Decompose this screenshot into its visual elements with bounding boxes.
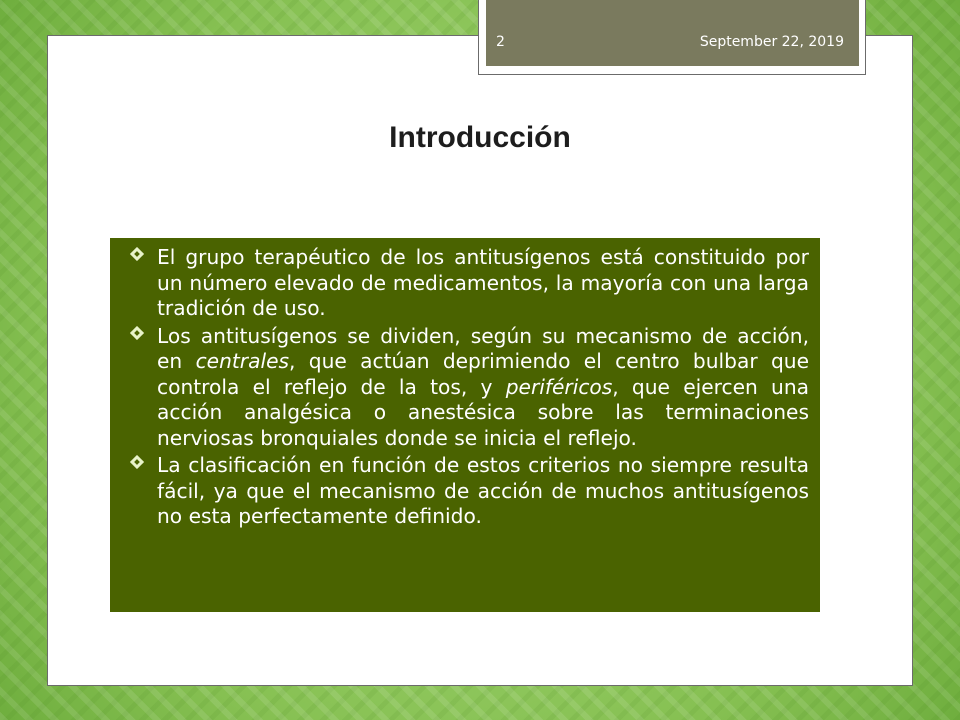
bullet-text: El grupo terapéutico de los antitusígenos está constituido por un número elevado de medicamentos, la mayoría con una larga tradición de uso. bbox=[157, 245, 809, 320]
header-bar bbox=[486, 0, 859, 66]
bullet-text-part: Los antitusígenos se dividen, según su mecanismo de acción, en bbox=[157, 323, 809, 373]
bullet-text: La clasificación en función de estos criterios no siempre resulta fácil, ya que el mecanismo de acción de muchos antitusígenos no esta perfectamente definido. bbox=[157, 453, 809, 528]
bullet-text-part: , que actúan deprimiendo el centro bulbar que controla el reflejo de la tos, y bbox=[157, 349, 809, 399]
slide-number: 2 bbox=[496, 34, 505, 50]
bullet-item bbox=[130, 324, 809, 452]
square-bullet-icon bbox=[130, 326, 144, 340]
bullet-emphasis: periféricos bbox=[505, 374, 613, 399]
content-box bbox=[110, 238, 820, 612]
square-bullet-icon bbox=[130, 247, 144, 261]
bullet-item bbox=[130, 245, 809, 322]
slide-date: September 22, 2019 bbox=[699, 34, 844, 50]
bullet-text-part: , que ejercen una acción analgésica o anestésica sobre las terminaciones nerviosas bronquiales donde se inicia el reflejo. bbox=[157, 374, 809, 450]
slide-title: Introducción bbox=[389, 121, 571, 154]
bullet-item bbox=[130, 453, 809, 530]
square-bullet-icon bbox=[130, 455, 144, 469]
bullet-emphasis: centrales bbox=[195, 349, 290, 373]
